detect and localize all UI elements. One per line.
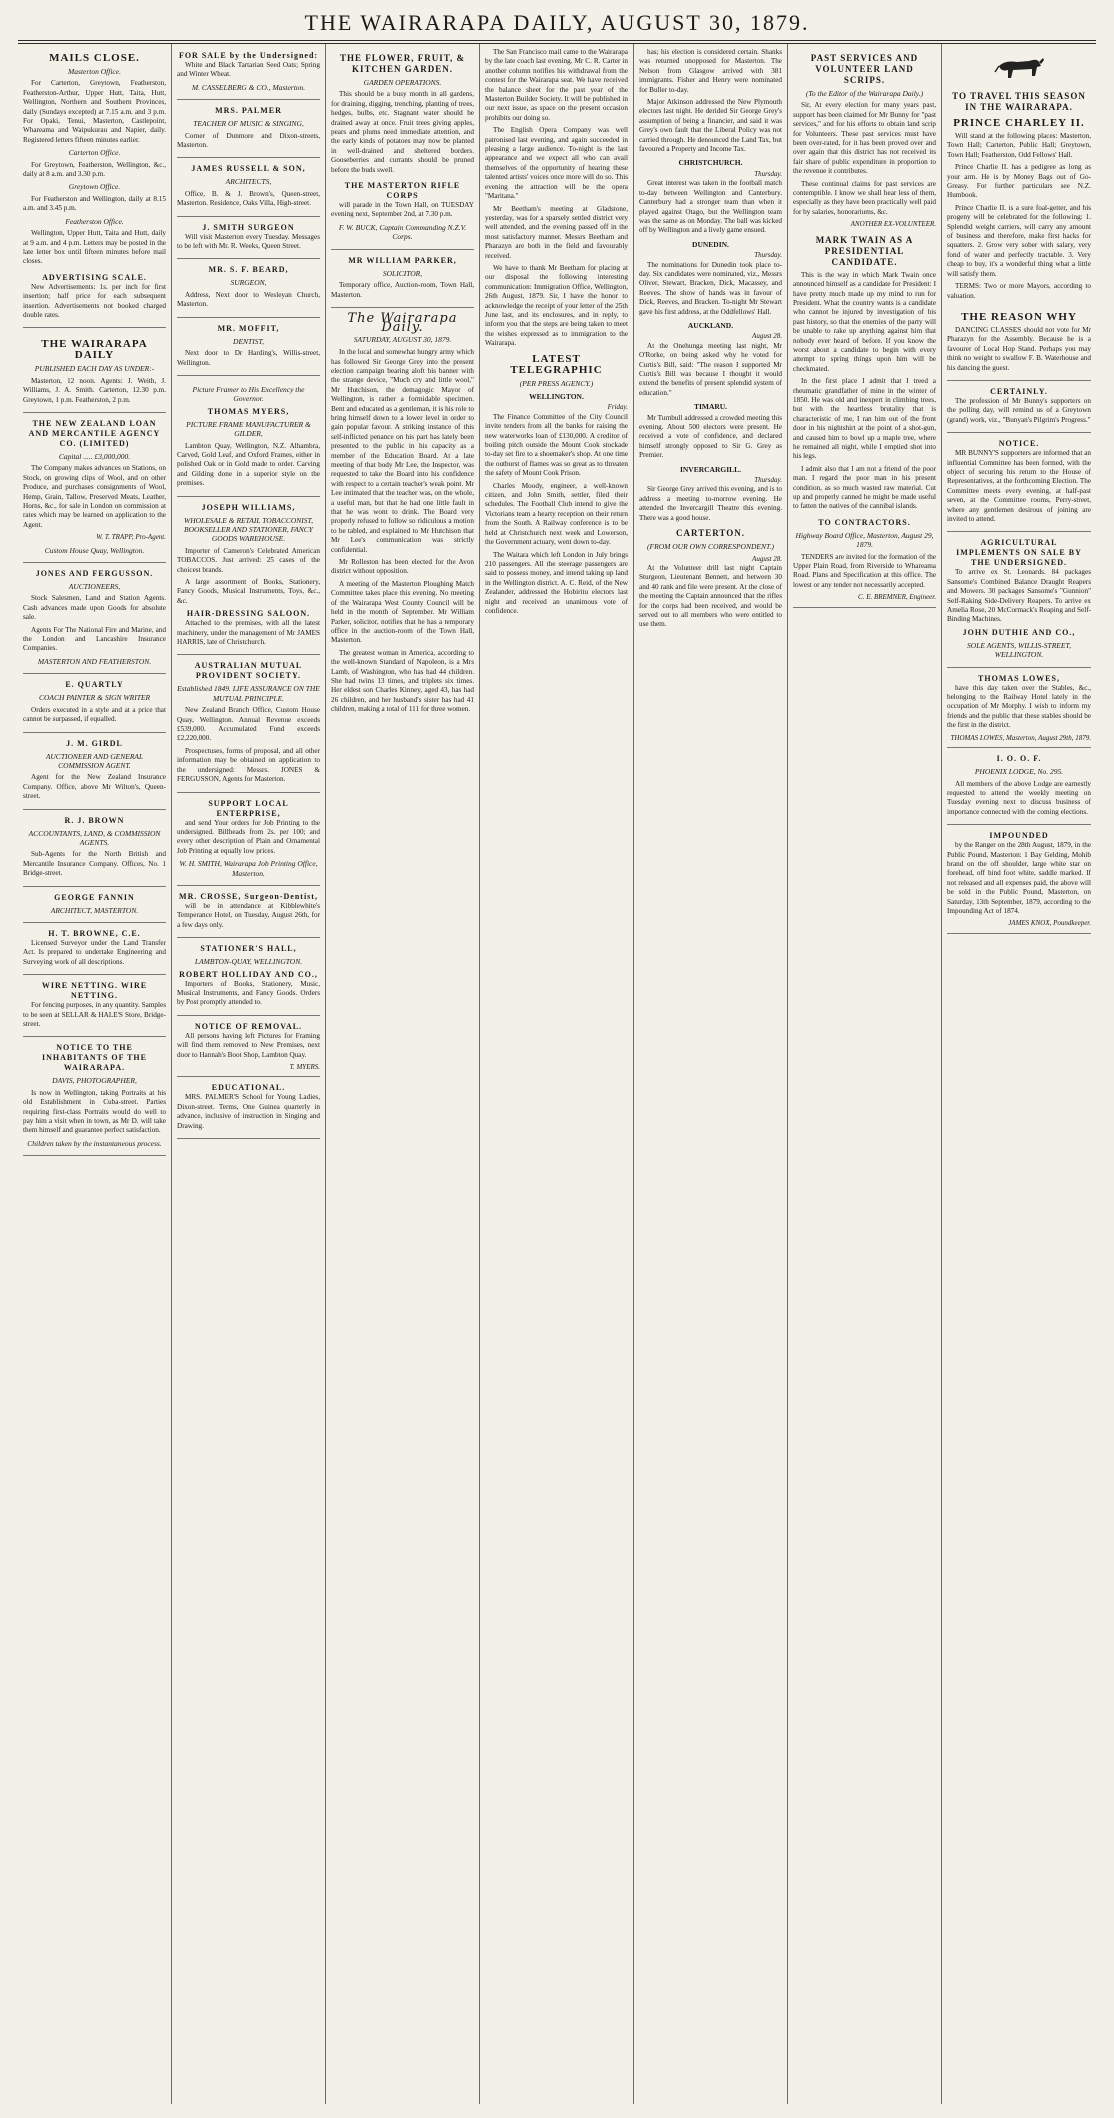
- telegraphic-heading: LATEST TELEGRAPHIC: [510, 352, 603, 376]
- lowes-ad: [947, 671, 1091, 748]
- davis-text: Is now in Wellington, taking Portraits at his old Establishment in Cuba-street. Parties requiring first-class Portraits would do well to pay him a visit when in town, as Mr D. will take them himself and guarantee perfect satisfaction.: [23, 1088, 166, 1135]
- reason-why-ad: [947, 304, 1091, 381]
- twain-heading: MARK TWAIN AS A PRESIDENTIAL CANDIDATE.: [815, 234, 914, 267]
- notice-ad: [947, 436, 1091, 532]
- girdl-ad: [23, 736, 166, 810]
- twain-text-2: In the first place I admit that I treed a rheumatic grandfather of mine in the winter of 1850. He was old and inexpert in climbing trees, but with the heartless brutality that is characteristic of me, I ran him out of the front door in his nightshirt at the point of a shot-gun, and caused him to bowl up a maple tree, where he remained all night, while I emptied shot into his legs.: [793, 377, 936, 461]
- column-2: [172, 44, 326, 2104]
- loan-agency-text: The Company makes advances on Stations, on Stock, on growing clips of Wool, and on other Produce, and purchases consignments of Wool, Hemp, Grain, Tallow, Preserved Meats, Leather, Horns, &c., for sale in London on commission at rates which may be learned on application to the Agent.: [23, 464, 166, 529]
- paper-date: SATURDAY, AUGUST 30, 1879.: [353, 334, 452, 344]
- news-continued-text-2: Major Atkinson addressed the New Plymouth electors last night. He derided Sir George Grey's assumption of being a financier, and said it was Grey's own fault that the Liberal Policy was not carried through. He denounced the Land Tax, but favoured a Property and Income Tax.: [639, 98, 782, 154]
- stationers-text: Importers of Books, Stationery, Music, Musical Instruments, and Fancy Goods. Orders by Post promptly attended to.: [177, 979, 320, 1007]
- parker-title: MR WILLIAM PARKER,: [348, 255, 457, 265]
- provident-subtitle: Established 1849. LIFE ASSURANCE ON THE MUTUAL PRINCIPLE.: [177, 684, 320, 703]
- masthead: THE WAIRARAPA DAILY, AUGUST 30, 1879.: [304, 10, 810, 35]
- russell-ad: [177, 161, 320, 216]
- garden-text: This should be a busy month in all gardens, for draining, digging, trenching, planting of trees, hedges, bulbs, etc. Stagnant water should be drained away at once. Fruit trees giving apples, pears and plums need immediate attention, and the early kinds of potatoes may now be planted in well-drained and sheltered borders. Gooseberries and currants should be pruned before the buds swell.: [331, 90, 474, 174]
- carterton-day: August 28.: [752, 554, 782, 563]
- jones-fergusson-ad: [23, 566, 166, 674]
- invercargill-text: Sir George Grey arrived this evening, and is to address a meeting to-morrow evening. He attended the Invercargill Theatre this evening. There was a good house.: [639, 485, 782, 522]
- removal-ad: [177, 1019, 320, 1078]
- brown-subtitle: ACCOUNTANTS, LAND, & COMMISSION AGENTS.: [28, 828, 161, 847]
- quartly-subtitle: COACH PAINTER & SIGN WRITER: [38, 693, 151, 703]
- russell-text: Office, B. & J. Brown's, Queen-street, Masterton. Residence, Oaks Villa, High-street.: [177, 189, 320, 208]
- beard-subtitle: SURGEON,: [230, 278, 267, 288]
- advertising-scale-title: ADVERTISING SCALE.: [42, 272, 147, 282]
- smith-ad: [177, 220, 320, 260]
- lowes-heading: THOMAS LOWES,: [978, 673, 1060, 683]
- stationers-name: ROBERT HOLLIDAY AND CO.,: [179, 969, 318, 979]
- smith-title: J. SMITH SURGEON: [202, 222, 295, 232]
- carterton-mails-text: For Greytown, Featherston, Wellington, &c., daily at 8 a.m. and 3.30 p.m.: [23, 160, 166, 179]
- myers-ad: [177, 379, 320, 497]
- hair-dressing-title: HAIR-DRESSING SALOON.: [186, 609, 311, 619]
- twain-text-3: I admit also that I am not a friend of the poor man. I regard the poor man in his present condition, as so much wasted raw material. Cut up and properly canned he might be made useful to fatten the natives of the cannibal islands.: [793, 464, 936, 511]
- parker-text: Temporary office, Auction-room, Town Hall, Masterton.: [331, 281, 474, 299]
- loan-agency-title: THE NEW ZEALAND LOAN AND MERCANTILE AGENCY CO. (LIMITED): [28, 418, 161, 448]
- rifle-corps-name: F. W. BUCK, Captain Commanding N.Z.V. Corps.: [338, 222, 467, 242]
- wellington-day: Friday.: [607, 403, 628, 412]
- impounded-ad: [947, 828, 1091, 934]
- certainly-text: The profession of Mr Bunny's supporters on the polling day, will remind us of a Greytown (grand) work, viz., "Bunyan's Pilgrim's Progress.": [947, 396, 1091, 424]
- lowes-text: have this day taken over the Stables, &c., belonging to the Railway Hotel lately in the occupation of Mr Morphy. I wish to inform my friends and the public that these stables should be the first in the district.: [947, 683, 1091, 730]
- impounded-heading: IMPOUNDED: [989, 831, 1049, 841]
- davis-children: Children taken by the instantaneous process.: [27, 1138, 162, 1148]
- quartly-title: E. QUARTLY: [65, 680, 124, 690]
- davis-heading: DAVIS, PHOTOGRAPHER,: [52, 1076, 137, 1086]
- wire-netting-ad: [23, 978, 166, 1037]
- stationers-subtitle: LAMBTON-QUAY, WELLINGTON.: [194, 957, 303, 967]
- loan-agency-ad: [23, 416, 166, 563]
- column-6: [788, 44, 942, 2104]
- contractors-text: TENDERS are invited for the formation of the Upper Plain Road, from Riverside to Whareama Road. Plans and Specification at this office. The lowest or any tender not necessarily accepted.: [793, 552, 936, 589]
- timaru-text: Mr Turnbull addressed a crowded meeting this evening. About 500 electors were present. He received a vote of confidence, and declared himself strongly opposed to Sir G. Grey as Premier.: [639, 413, 782, 460]
- williams-ad: [177, 500, 320, 656]
- stationers-title: STATIONER'S HALL,: [200, 944, 297, 954]
- services-heading: PAST SERVICES AND VOLUNTEER LAND SCRIPS.: [810, 53, 919, 85]
- prince-terms: TERMS: Two or more Mayors, according to valuation.: [947, 282, 1091, 300]
- provident-text: New Zealand Branch Office, Custom House Quay, Wellington. Annual Revenue exceeds £539,000. Accumulated Fund exceeds £2,220,000.: [177, 706, 320, 743]
- jones-fergusson-subtitle: AUCTIONEERS,: [68, 582, 121, 592]
- news-text: The San Francisco mail came to the Wairarapa by the late coach last evening. Mr C. R. Carter in another column notifies his withdrawal from the contest for the Wairarapa seat. We have received the balance sheet for the past year of the Masterton Builder Society. It will be published in our next issue, as space on the present occasion prohibits our doing so.: [485, 48, 628, 122]
- girdl-subtitle: AUCTIONEER AND GENERAL COMMISSION AGENT.: [45, 751, 144, 770]
- reason-text: DANCING CLASSES should not vote for Mr Pharazyn for the Assembly. Because he is a favourer of Local Hop Stand. Perhaps you may think no weight to swallow F. B. Waterhouse and his dancing the guest.: [947, 325, 1091, 372]
- leader-text: In the local and somewhat hungry army which has followed Sir George Grey into the present election campaign bearing aloft his banner with the strange device, "Much cry and little wool," Mr Hutchison, the demagogic Mayor of Wellington, is rather a formidable specimen. Bent and educated as a gentleman, it is his role to bring himself down to a lower level in order to gain popular favour. A striking instance of this self-inflicted penance on his part has lately been presented to the public in his capacity as a member of the Education Board. At a late meeting of that body Mr Lee, the Inspector, was requested to take the Board into his confidence with respect to a certain teacher's weak point. Mr Lee intimated that the teacher was, on the whole, a useful man, but that he had one little fault in that he was wont to drink. The Board very properly refused to follow so ridiculous a motion to be tabled, and explained to Mr Hutchison that Mr Lee's communication was strictly confidential.: [331, 348, 474, 554]
- palmer-title: MRS. PALMER: [215, 106, 282, 116]
- provident-text-2: Prospectuses, forms of proposal, and all other information may be obtained on application to the undersigned: Messrs. JONES & FERGUSSON, Agents for Masterton.: [177, 746, 320, 784]
- browne-title: H. T. BROWNE, C.E.: [48, 928, 141, 938]
- support-ad: [177, 796, 320, 886]
- telegraphic-text-3: The Waitara which left London in July brings 210 passengers. All the steerage passengers are said to possess money, and intend taking up land in the Wellington district. A. C. Reid, of the New Zealander, addressed the Hobiritu electors last night and received an unanimous vote of confidence.: [485, 550, 628, 615]
- news-continued-text: has; his election is considered certain. Shanks was returned unopposed for Masterton. The Nelson from Glasgow arrived with 381 immigrants. Fisher and Henry were nominated for Buller to-day.: [639, 48, 782, 94]
- davis-notice-title: NOTICE TO THE INHABITANTS OF THE WAIRARAPA.: [42, 1043, 147, 1073]
- removal-title: NOTICE OF REMOVAL.: [194, 1021, 303, 1031]
- column-7: [942, 44, 1096, 2104]
- girdl-title: J. M. GIRDL: [66, 738, 123, 748]
- christchurch-heading: CHRISTCHURCH.: [678, 158, 743, 168]
- certainly-ad: [947, 384, 1091, 433]
- masterton-office-heading: Masterton Office.: [68, 67, 121, 76]
- garden-heading: THE FLOWER, FRUIT, & KITCHEN GARDEN.: [339, 53, 466, 74]
- timaru-heading: TIMARU.: [693, 402, 728, 412]
- jones-fergusson-text: Stock Salesmen, Land and Station Agents. Cash advances made upon Goods for absolute sale.: [23, 594, 166, 622]
- daily-title: THE WAIRARAPA DAILY: [41, 338, 148, 362]
- fannin-title: GEORGE FANNIN: [54, 892, 135, 902]
- moffit-title: MR. MOFFIT,: [217, 323, 280, 333]
- carterton-heading: CARTERTON.: [676, 528, 745, 539]
- ioof-ad: [947, 751, 1091, 825]
- dunedin-text: The nominations for Dunedin took place to-day. Six candidates were nominated, viz., Messrs Oliver, Stewart, Bracken, Dick, Macassey, and Reeves. The show of hands was in favour of Dick, Reeves, and Bracken. To-night Mr Stewart gave his first address, at the Oddfellows' Hall.: [639, 260, 782, 316]
- rifle-corps-ad: [331, 178, 474, 250]
- implements-ad: [947, 535, 1091, 667]
- carterton-subheading: (FROM OUR OWN CORRESPONDENT.): [647, 542, 774, 552]
- column-3: [326, 44, 480, 2104]
- travel-heading: TO TRAVEL THIS SEASON IN THE WAIRARAPA.: [952, 91, 1086, 112]
- beard-ad: [177, 262, 320, 317]
- brown-ad: [23, 813, 166, 887]
- impounded-text: by the Ranger on the 28th August, 1879, in the Public Pound, Masterton: 1 Bay Gelding, Mohib brand on the off shoulder, large white star on forehead, off hind foot white, saddle marked. If not released and all expenses paid, the above will be sold in the Public Pound, Masterton, on Saturday, 13th September, 1879, according to the Impounding Act of 1874.: [947, 841, 1091, 915]
- ioof-subheading: PHOENIX LODGE, No. 295.: [974, 767, 1064, 777]
- duthie-subheading: SOLE AGENTS, WILLIS-STREET, WELLINGTON.: [967, 640, 1071, 660]
- garden-subheading: GARDEN OPERATIONS.: [363, 78, 442, 87]
- leader-text-3: A meeting of the Masterton Ploughing Match Committee takes place this evening. No meeting of the Wairarapa West County Council will be held in the month of September. Mr William Parker, solicitor, notifies that he has a temporary office in the auction-room of the Town Hall, Masterton.: [331, 579, 474, 645]
- contractors-title: TO CONTRACTORS.: [818, 517, 911, 527]
- contractors-name: C. E. BREMNER, Engineer.: [858, 593, 936, 602]
- wire-netting-text: For fencing purposes, in any quantity. Samples to be seen at SELLAR & HALE'S Store, Bridge-street.: [23, 1001, 166, 1028]
- myers-title: THOMAS MYERS,: [207, 406, 290, 416]
- greytown-mails-text: For Featherston and Wellington, daily at 8.15 a.m. and 3.45 p.m.: [23, 194, 166, 213]
- christchurch-day: Thursday.: [754, 169, 782, 178]
- for-sale-text: White and Black Tartarian Seed Oats; Spring and Winter Wheat.: [177, 61, 320, 79]
- myers-text: Lambton Quay, Wellington, N.Z. Alhambra, Carved, Gold Leaf, and Oxford Frames, either in polished Oak or in Gold made to order. Carving and Gilding done in a superior style on the premises.: [177, 441, 320, 488]
- notice-heading: NOTICE.: [998, 439, 1040, 449]
- twain-text: This is the way in which Mark Twain once announced himself as a candidate for President: I have pretty much made up my mind to run for President. What the country wants is a candidate who cannot be injured by investigation of his past history, so that the enemies of the party will be unable to rake up anything against him that nobody ever heard of before. If you know the worst about a candidate to begin with every attempt to spring things upon him will be checkmated.: [793, 270, 936, 373]
- rifle-corps-title: THE MASTERTON RIFLE CORPS: [344, 181, 461, 201]
- news-text-3: Mr Beetham's meeting at Gladstone, yesterday, was for a sparsely settled district very well attended, and the evening passed off in the most satisfactory manner. Messrs Beetham and Pharazyn are both in the field and favourably received.: [485, 204, 628, 260]
- removal-name: T. MYERS.: [289, 1063, 320, 1071]
- educational-title: EDUCATIONAL.: [211, 1083, 286, 1093]
- mails-text: For Carterton, Greytown, Featherston, Featherston-Arthur, Upper Hutt, Taita, Hutt, Wellington, Northern and Southern Provinces, daily (Sundays excepted) at 7.15 a.m. and 3 p.m. For Opaki, Tenui, Masterton, Castlepoint, Whareama and Waipukurau and Napier, daily. Registered letters fifteen minutes earlier.: [23, 79, 166, 144]
- auckland-text: At the Onehunga meeting last night, Mr O'Rorke, on being asked why he voted for Curtis's Bill, said: "The reason I supported Mr Curtis's Bill was because I thought it would extend the benefits of present splendid system of education.": [639, 341, 782, 397]
- advertising-scale-ad: [23, 270, 166, 329]
- loan-agency-office: Custom House Quay, Wellington.: [44, 545, 145, 555]
- telegraphic-subheading: (PER PRESS AGENCY.): [519, 378, 594, 388]
- invercargill-day: Thursday.: [754, 476, 782, 485]
- hair-dressing-text: Attached to the premises, with all the latest machinery, under the management of Mr JAMES HARRIS, late of Christchurch.: [177, 619, 320, 647]
- quartly-ad: [23, 677, 166, 732]
- removal-text: All persons having left Pictures for Framing will find them removed to New Premises, next door to Hannah's Boot Shop, Lambton Quay.: [177, 1031, 320, 1059]
- telegraphic-text: The Finance Committee of the City Council invite tenders from all the banks for raising the new waterworks loan of £130,000. A creditor of boiling pitch outside the Mount Cook stockade to-day set fire to a shoemaker's shop. At one time the outburst of flames was so great as to threaten the safety of Mount Cook Prison.: [485, 412, 628, 478]
- column-4: [480, 44, 634, 2104]
- services-text-2: These continual claims for past services are contemptible. I know we shall hear less of them, especially as they have been practically well paid for by salaries, honorariums, &c.: [793, 179, 936, 216]
- auckland-day: August 28.: [752, 332, 782, 341]
- leader-text-4: The greatest woman in America, according to the well-known Standard of Napoleon, is a Mrs Lamb, of Washington, who has had 44 children. She had twins 13 times, and triplets six times. Her eldest son Charles Kinney, aged 43, has had 26 children, and her husband's sister has had 41 children, making a total of 111 for three women.: [331, 648, 474, 714]
- ioof-text: All members of the above Lodge are earnestly requested to attend the weekly meeting on Tuesday evening next to discuss business of importance connected with the coming elections.: [947, 779, 1091, 816]
- jones-fergusson-offices: MASTERTON AND FEATHERSTON.: [37, 656, 152, 666]
- services-text: Sir, At every election for many years past, support has been claimed for Mr Bunny for "past services," and for his efforts to obtain land scrip for Volunteers. These past services must have been over-rated, for it has been proved over and over again that this district has not received its fair share of public expenditure in proportion to the revenue it contributes.: [793, 101, 936, 176]
- beard-text: Address, Next door to Wesleyan Church, Masterton.: [177, 290, 320, 309]
- carterton-text: At the Volunteer drill last night Captain Sturgeon, Lieutenant Bennett, and between 30 and 40 rank and file were present. At the close of the meeting the Captain announced that the rifles for the corps had been received, and would be served out to all members who were entitled to use them.: [639, 563, 782, 629]
- moffit-text: Next door to Dr Harding's, Willis-street, Wellington.: [177, 349, 320, 367]
- provident-ad: [177, 658, 320, 792]
- daily-text: Masterton, 12 noon. Agents: J. Weith, J. Williams, J. A. Smith. Carterton, 12.30 p.m. Greytown, 1 p.m. Featherston, 2 p.m.: [23, 376, 166, 404]
- girdl-text: Agent for the New Zealand Insurance Company. Office, above Mr Wilton's, Queen-street.: [23, 773, 166, 801]
- certainly-heading: CERTAINLY.: [990, 386, 1048, 396]
- jones-fergusson-title: JONES AND FERGUSSON.: [35, 569, 154, 579]
- support-title: SUPPORT LOCAL ENTERPRISE,: [208, 798, 289, 818]
- greytown-office-heading: Greytown Office.: [68, 182, 121, 192]
- beard-title: MR. S. F. BEARD,: [208, 265, 289, 275]
- impounded-name: JAMES KNOX, Poundkeeper.: [1008, 919, 1091, 928]
- moffit-ad: [177, 321, 320, 376]
- williams-text-2: A large assortment of Books, Stationery, Fancy Goods, Musical Instruments, Toys, &c., &c.: [177, 578, 320, 605]
- duthie-heading: JOHN DUTHIE AND CO.,: [962, 627, 1076, 637]
- featherston-office-heading: Featherston Office.: [65, 216, 124, 226]
- columns: [18, 44, 1096, 2104]
- masthead-rule: [18, 40, 1096, 41]
- brown-title: R. J. BROWN: [64, 815, 125, 825]
- parker-subtitle: SOLICITOR,: [382, 268, 423, 278]
- myers-subtitle: PICTURE FRAME MANUFACTURER & GILDER,: [186, 419, 311, 439]
- for-sale-title: FOR SALE by the Undersigned:: [178, 51, 319, 60]
- support-name: W. H. SMITH, Wairarapa Job Printing Office, Masterton.: [179, 859, 318, 878]
- christchurch-text: Great interest was taken in the football match to-day between Wellington and Canterbury. Canterbury had a stronger team than when it played against Otago, but the Wellington team was the same as on Monday. The ball was kicked off by Wellington and a lively game ensued.: [639, 179, 782, 235]
- crosse-title: MR. CROSSE, Surgeon-Dentist,: [179, 891, 318, 901]
- featherston-mails-text: Wellington, Upper Hutt, Taita and Hutt, daily at 9 a.m. and 4 p.m. Letters may be posted in the late letter box until fifteen minutes before mail closes.: [23, 229, 166, 266]
- loan-agency-agent: W. T. TRAPP, Pro-Agent.: [96, 533, 166, 542]
- palmer-text: Corner of Dunmore and Dixon-streets, Masterton.: [177, 131, 320, 150]
- prince-heading: PRINCE CHARLEY II.: [953, 117, 1085, 129]
- picture-framer-line: Picture Framer to His Excellency the Governor.: [192, 384, 305, 404]
- prince-text: Will stand at the following places: Masterton, Town Hall; Carterton, Public Hall; Greytown, Town Hall; Featherston, Odd Fellows' Hall.: [947, 132, 1091, 159]
- lowes-name: THOMAS LOWES, Masterton, August 29th, 1879.: [950, 733, 1091, 742]
- ioof-heading: I. O. O. F.: [996, 754, 1042, 764]
- daily-subtitle: PUBLISHED EACH DAY AS UNDER:-: [34, 364, 155, 374]
- mails-close-heading: MAILS CLOSE.: [49, 52, 140, 64]
- davis-ad: [23, 1040, 166, 1156]
- educational-ad: [177, 1080, 320, 1139]
- horse-illustration-icon: [991, 52, 1047, 86]
- notice-text: MR BUNNY'S supporters are informed that an influential Committee has been formed, with the object of securing his return to the House of Representatives, at the forthcoming Election. The Committee meets every evening, at half-past seven, at the Committee rooms, Perry-street, where any gentlemen desirous of joining are invited to attend.: [947, 449, 1091, 523]
- loan-agency-capital: Capital ..... £3,000,000.: [58, 451, 131, 461]
- column-1: [18, 44, 172, 2104]
- for-sale-name: M. CASSELBERG & CO., Masterton.: [191, 82, 306, 92]
- stationers-ad: [177, 941, 320, 1016]
- quartly-text: Orders executed in a style and at a price that cannot be surpassed, if equalled.: [23, 705, 166, 724]
- crosse-text: will be in attendance at Kibblewhite's Temperance Hotel, on Tuesday, August 26th, for a few days only.: [177, 901, 320, 929]
- prince-text-3: Prince Charlie II. is a sure foal-getter, and his progeny will be celebrated for the following: 1. Splendid weight carriers, will carry any amount of business and therefore, make first hacks for squatters. 2. Grow very sober with salary, very fond of water and perfectly tractable. 3. Very cheap to buy, it's a wonderful thing what a little will satisfy them.: [947, 203, 1091, 278]
- implements-text: To arrive ex St. Leonards. 84 packages Sansome's Combined Balance Draught Reapers and Mowers. 30 packages Sansome's "Gunnion" Self-Raking Side-Delivery Reapers. To arrive ex Amelia Rose, 20 McCormack's Reaping and Self-Binding Machines.: [947, 568, 1091, 624]
- wire-netting-title: WIRE NETTING. WIRE NETTING.: [41, 981, 148, 1001]
- carterton-office-heading: Carterton Office.: [68, 148, 121, 158]
- contractors-ad: [793, 515, 936, 608]
- telegraphic-text-2: Charles Moody, engineer, a well-known citizen, and John Smith, settler, filed their schedules. The Football Club intend to give the Victorians team a hearty reception on their return from the South. A Railway conference is to be held at Christchurch next week and Lowerson, the Government actuary, went down to-day.: [485, 481, 628, 547]
- news-text-4: We have to thank Mr Beetham for placing at our disposal the following interesting communication: Immigration Office, Wellington, 26th August, 1879. Sir, I have the honor to acknowledge the receipt of your letter of the 25th June last, and its enclosures, and in reply, to inform you that the steps are being taken to meet the wishes expressed as to immigration to the Wairarapa.: [485, 263, 628, 348]
- williams-text: Importer of Cameron's Celebrated American TOBACCOS. Just arrived: 25 cases of the choicest brands.: [177, 546, 320, 574]
- fannin-subtitle: ARCHITECT, MASTERTON.: [50, 905, 139, 915]
- reason-heading: THE REASON WHY: [961, 310, 1077, 323]
- fannin-ad: [23, 890, 166, 923]
- contractors-subtitle: Highway Board Office, Masterton, August 29, 1879.: [795, 530, 934, 550]
- russell-subtitle: ARCHITECTS,: [225, 177, 272, 187]
- russell-title: JAMES RUSSELL & SON,: [191, 164, 306, 174]
- wellington-heading: WELLINGTON.: [529, 392, 584, 401]
- crosse-ad: [177, 889, 320, 938]
- williams-subtitle: WHOLESALE & RETAIL TOBACCONIST, BOOKSELLER AND STATIONER, FANCY GOODS WAREHOUSE.: [183, 515, 314, 544]
- moffit-subtitle: DENTIST,: [233, 336, 264, 346]
- advertising-scale-text: New Advertisements: 1s. per inch for first insertion; half price for each subsequent insertion. Advertisements not booked charged double rates.: [23, 282, 166, 319]
- williams-title: JOSEPH WILLIAMS,: [201, 502, 296, 512]
- palmer-ad: [177, 103, 320, 158]
- column-5: [634, 44, 788, 2104]
- provident-title: AUSTRALIAN MUTUAL PROVIDENT SOCIETY.: [194, 661, 303, 681]
- dunedin-heading: DUNEDIN.: [692, 239, 729, 249]
- news-text-2: The English Opera Company was well patronised last evening, and again succeeded in pleasing a large audience. To-night is the last appearance and we expect all who can avail themselves of the opportunity of hearing these talented artists' voices once more will do so. This evening the attraction will be the opera "Maritana.": [485, 126, 628, 201]
- palmer-subtitle: TEACHER OF MUSIC & SINGING,: [193, 119, 304, 129]
- dunedin-day: Thursday.: [754, 251, 782, 260]
- browne-text: Licensed Surveyor under the Land Transfer Act. Is prepared to undertake Engineering and Surveying work of all descriptions.: [23, 938, 166, 966]
- support-text: and send Your orders for Job Printing to the undersigned. Billheads from 2s. per 100; and every other description of Plain and Ornamental Job Printing at equally low prices.: [177, 818, 320, 855]
- leader-text-2: Mr Rolleston has been elected for the Avon district without opposition.: [331, 558, 474, 576]
- daily-publication-ad: [23, 331, 166, 413]
- services-signature: ANOTHER EX-VOLUNTEER.: [850, 220, 936, 229]
- rifle-corps-text: will parade in the Town Hall, on TUESDAY evening next, September 2nd, at 7.30 p.m.: [331, 201, 474, 219]
- implements-heading: AGRICULTURAL IMPLEMENTS ON SALE BY THE UNDERSIGNED.: [956, 538, 1082, 568]
- paper-title: The Wairarapa Daily.: [347, 310, 458, 336]
- brown-text: Sub-Agents for the North British and Mercantile Insurance Company. Offices, No. 1 Bridge-street.: [23, 850, 166, 878]
- services-subheading: (To the Editor of the Wairarapa Daily.): [805, 89, 924, 98]
- prince-text-2: Prince Charlie II. has a pedigree as long as your arm. He is by Money Bags out of Go-Greasy. For further particulars see N.Z. Humbook.: [947, 163, 1091, 200]
- educational-text: MRS. PALMER'S School for Young Ladies, Dixon-street. Terms, One Guinea quarterly in advance, inclusive of instruction in Singing and Drawing.: [177, 1093, 320, 1130]
- for-sale-ad: [177, 48, 320, 100]
- invercargill-heading: INVERCARGILL.: [679, 464, 742, 474]
- smith-text: Will visit Masterton every Tuesday. Messages to be left with Mr. R. Weeks, Queen Street.: [177, 232, 320, 251]
- browne-ad: [23, 926, 166, 975]
- auckland-heading: AUCKLAND.: [687, 320, 734, 330]
- jones-fergusson-agents: Agents For The National Fire and Marine, and the London and Lancashire Insurance Companies.: [23, 625, 166, 653]
- parker-ad: [331, 253, 474, 308]
